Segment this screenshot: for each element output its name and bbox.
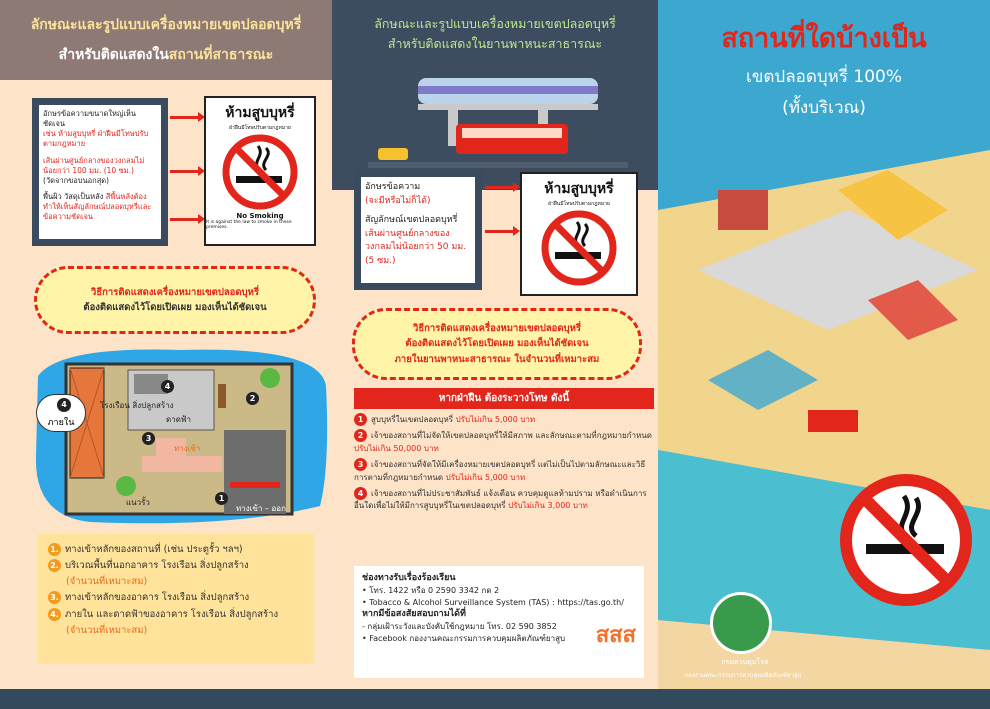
map-building-label: โรงเรือน สิ่งปลูกสร้าง: [100, 401, 174, 410]
map-num-4: 4: [161, 380, 174, 393]
location-list: 1. ทางเข้าหลักของสถานที่ (เช่น ประตูรั้ว ฯลฯ) 2. บริเวณพื้นที่นอกอาคาร โรงเรือน สิ่งปลูกสร้าง (จำนวนที่เหมาะสม) 3. ทางเข้าหลักของอาคาร โรงเรือน สิ่งปลูกสร้าง 4. ภายใน และดาดฟ้าของอาคาร โรงเรือน สิ่งปลูกสร้าง (จำนวนที่เหมาะสม): [38, 534, 314, 664]
arrow-3: [170, 218, 200, 221]
map-entry-label: ทางเข้า: [174, 444, 201, 453]
method-box: [34, 266, 316, 334]
transport-sign-title: ห้ามสูบบุหรี่: [544, 181, 614, 197]
no-smoking-icon: [539, 208, 619, 288]
cover-title-line3: (ทั้งบริเวณ): [782, 98, 866, 118]
penalty-item: 3 เจ้าของสถานที่จัดให้มีเครื่องหมายเขตปลอดบุหรี่ แต่ไม่เป็นไปตามลักษณะและวิธีการตามที่กฎหมายกำหนด ปรับไม่เกิน 5,000 บาท: [354, 460, 646, 482]
panel-public-transport: [332, 0, 658, 709]
transport-spec-text2-red: เส้นผ่านศูนย์กลางของวงกลมไม่น้อยกว่า 50 มม. (5 ซม.): [365, 228, 467, 266]
transport-spec-text1: อักษรข้อความ: [365, 182, 421, 192]
penalty-item: 1 สูบบุหรี่ในเขตปลอดบุหรี่ ปรับไม่เกิน 5,000 บาท: [354, 413, 654, 426]
transport-method-line1: วิธีการติดแสดงเครื่องหมายเขตปลอดบุหรี่: [413, 323, 581, 335]
spec-text2: (วัดจากขอบนอกสุด): [43, 175, 110, 185]
map-num-2: 2: [246, 392, 259, 405]
office-name: กองงานคณะกรรมการควบคุมผลิตภัณฑ์ยาสูบ: [684, 672, 802, 679]
thaihealth-logo: สสส: [595, 623, 636, 648]
map-inside-bubble: ภายใน: [36, 394, 86, 432]
map-num-1: 1: [215, 492, 228, 505]
penalty-section: [354, 388, 654, 516]
sign-en-small: It is against the law to smoke in these premises.: [206, 220, 292, 230]
bottom-bar: [0, 689, 990, 709]
no-smoking-icon: [220, 132, 300, 212]
contact-title: ช่องทางรับเรื่องร้องเรียน: [362, 573, 456, 583]
spec-text1: อักษรข้อความขนาดใหญ่เห็นชัดเจน: [43, 109, 136, 129]
transport-spec-box: [354, 170, 482, 290]
transport-method-line3: ภายในยานพาหนะสาธารณะ ในจำนวนที่เหมาะสม: [394, 353, 600, 365]
inquiry-title: หากมีข้อสงสัยสอบถามได้ที่: [362, 609, 466, 620]
map-fence-label: แนวรั้ว: [126, 498, 150, 507]
panel2-heading-line1: ลักษณะและรูปแบบเครื่องหมายเขตปลอดบุหรี่: [374, 16, 616, 31]
cover-no-smoking-icon: [836, 470, 976, 610]
panel2-heading: [332, 0, 658, 190]
spec-text1-red: เช่น ห้ามสูบบุหรี่ ฝ่าฝืนมีโทษปรับตามกฎหมาย: [43, 129, 149, 149]
dept-name: กรมควบคุมโรค: [721, 658, 769, 666]
panel-cover: [658, 0, 990, 709]
penalty-heading: หากฝ่าฝืน ต้องระวางโทษ ดังนี้: [354, 388, 654, 409]
cover-title: [658, 16, 990, 121]
cover-title-line1: สถานที่ใดบ้างเป็น: [721, 23, 927, 54]
sign-en: No Smoking: [236, 212, 284, 220]
map-num-4b: 4: [57, 398, 71, 412]
penalty-item: 4 เจ้าของสถานที่ไม่ประชาสัมพันธ์ แจ้งเตือน ควบคุมดูแลห้ามปราม หรือดำเนินการอื่นใดเพื่อไม่ให้มีการสูบบุหรี่ในเขตปลอดบุหรี่ ปรับไม่เกิน 3,000 บาท: [354, 488, 647, 511]
transport-sign-subtitle: ฝ่าฝืนมีโทษปรับตามกฎหมาย: [548, 201, 610, 207]
moph-seal-icon: [710, 592, 772, 654]
transit-illustration: [368, 70, 628, 180]
panel1-heading-prefix: สำหรับติดแสดงใน: [58, 47, 169, 63]
transport-method-line2: ต้องติดแสดงไว้โดยเปิดเผย มองเห็นได้ชัดเจน: [405, 338, 589, 350]
cover-title-line2: เขตปลอดบุหรี่ 100%: [745, 67, 903, 87]
no-smoking-sign: [204, 96, 316, 246]
map-roof-label: ดาดฟ้า: [166, 415, 192, 424]
transport-no-smoking-sign: [520, 172, 638, 296]
spec-box: [32, 98, 168, 246]
transport-method-box: [352, 308, 642, 380]
list-item: 1. ทางเข้าหลักของสถานที่ (เช่น ประตูรั้ว ฯลฯ): [48, 542, 304, 558]
list-item: 3. ทางเข้าหลักของอาคาร โรงเรือน สิ่งปลูกสร้าง: [48, 590, 304, 606]
spec-text3-red: สีพื้นหลังต้องทำให้เห็นสัญลักษณ์ปลอดบุหรี่และข้อความชัดเจน: [43, 191, 152, 222]
arrow-4: [485, 186, 515, 189]
site-map: [30, 346, 330, 526]
list-item: 4. ภายใน และดาดฟ้าของอาคาร โรงเรือน สิ่งปลูกสร้าง: [48, 607, 304, 623]
arrow-1: [170, 116, 200, 119]
method-line1: วิธีการติดแสดงเครื่องหมายเขตปลอดบุหรี่: [91, 286, 259, 298]
panel-public-places: [0, 0, 332, 709]
panel1-heading-highlight: สถานที่สาธารณะ: [168, 47, 274, 63]
list-item: 2. บริเวณพื้นที่นอกอาคาร โรงเรือน สิ่งปลูกสร้าง: [48, 558, 304, 574]
contact-box: ช่องทางรับเรื่องร้องเรียน • โทร. 1422 หรือ 0 2590 3342 กด 2 • Tobacco & Alcohol Surveillance System (TAS) : https://tas.go.th/ หากมีข้อสงสัยสอบถามได้ที่ - กลุ่มเฝ้าระวังและบังคับใช้กฎหมาย โทร. 02 590 3852 • Facebook กองงานคณะกรรมการควบคุมผลิตภัณฑ์ยาสูบ สสส: [354, 566, 644, 678]
penalty-item: 2 เจ้าของสถานที่ไม่จัดให้เขตปลอดบุหรี่ให้มีสภาพ และลักษณะตามที่กฎหมายกำหนด ปรับไม่เกิน 50,000 บาท: [354, 431, 652, 453]
transport-spec-text1-red: (จะมีหรือไม่ก็ได้): [365, 195, 431, 206]
panel1-heading-line1: ลักษณะและรูปแบบเครื่องหมายเขตปลอดบุหรี่: [30, 17, 302, 33]
sign-subtitle: ฝ่าฝืนมีโทษปรับตามกฎหมาย: [229, 125, 291, 131]
map-gate-label: ทางเข้า – ออก: [236, 504, 286, 513]
arrow-2: [170, 170, 200, 173]
panel2-heading-line2: สำหรับติดแสดงในยานพาหนะสาธารณะ: [387, 36, 603, 51]
transport-spec-text2: สัญลักษณ์เขตปลอดบุหรี่: [365, 215, 458, 225]
spec-text3: พื้นผิว วัสดุเป็นหลัง: [43, 191, 104, 201]
method-line2: ต้องติดแสดงไว้โดยเปิดเผย มองเห็นได้ชัดเจน: [83, 302, 267, 313]
sign-title: ห้ามสูบบุหรี่: [225, 105, 295, 121]
map-num-3: 3: [142, 432, 155, 445]
arrow-5: [485, 230, 515, 233]
panel1-heading: [0, 0, 332, 80]
spec-text2-red: เส้นผ่านศูนย์กลางของวงกลมไม่น้อยกว่า 100 มม. (10 ซม.): [43, 155, 145, 175]
